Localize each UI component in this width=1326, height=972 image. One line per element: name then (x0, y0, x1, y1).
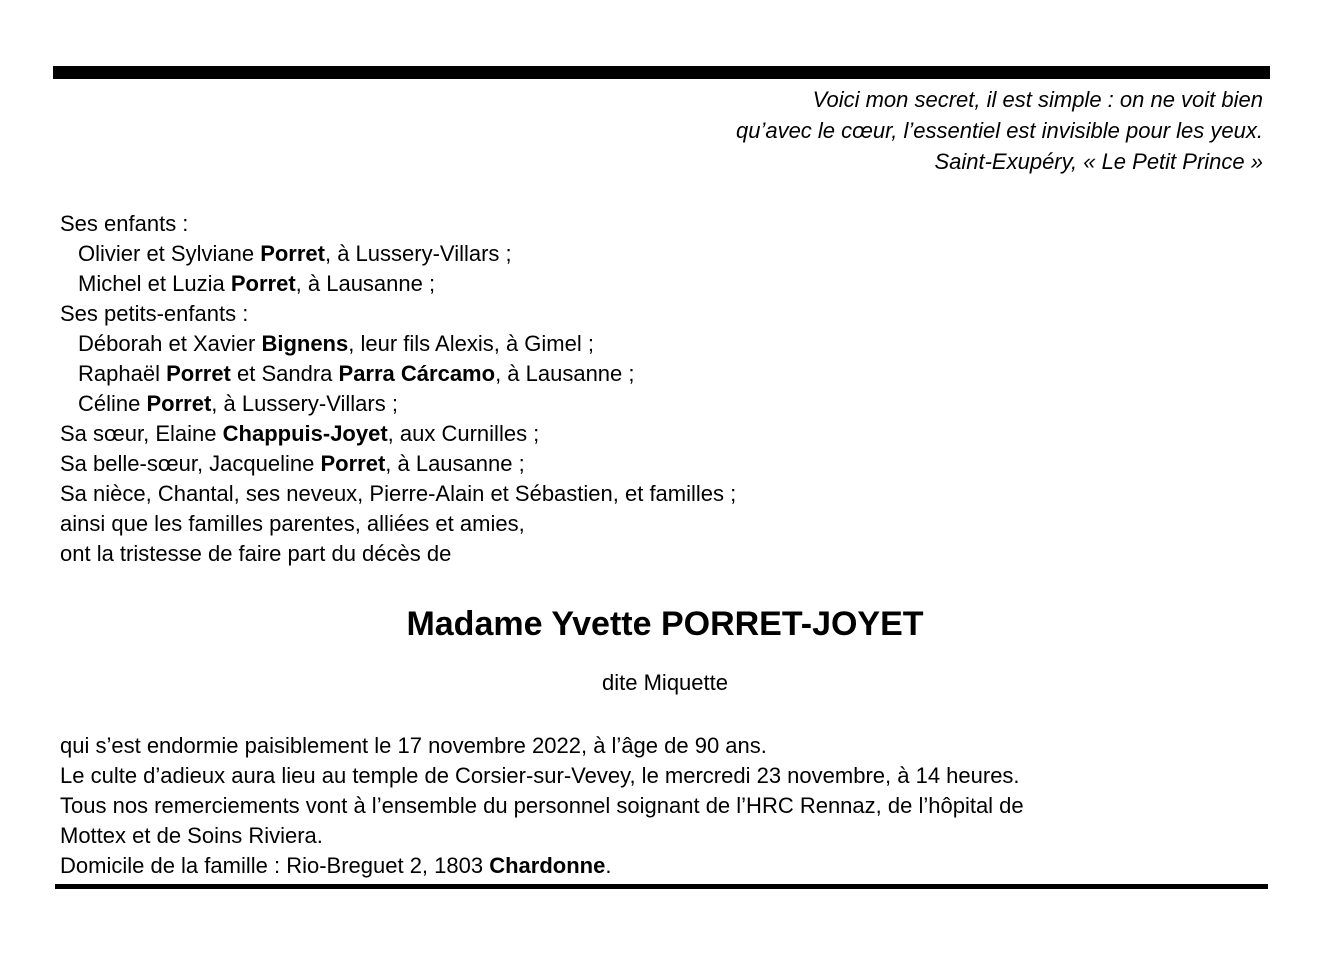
text-line (60, 299, 1286, 329)
text-segment: Sa nièce, Chantal, ses neveux, Pierre-Alain et Sébastien, et familles ; (60, 481, 737, 506)
text-line (60, 419, 1286, 449)
bottom-horizontal-rule (55, 884, 1268, 889)
text-segment: Mottex et de Soins Riviera. (60, 823, 323, 848)
text-line (200, 84, 1263, 115)
deceased-nickname: dite Miquette (602, 670, 728, 695)
family-relatives-list (60, 209, 1286, 569)
text-segment: qu’avec le cœur, l’essentiel est invisible pour les yeux. (735, 118, 1263, 143)
text-segment: Céline (78, 391, 147, 416)
text-segment: . (605, 853, 612, 878)
text-segment: Voici mon secret, il est simple : on ne voit bien (812, 87, 1263, 112)
text-line (60, 209, 1286, 239)
text-line (60, 239, 1286, 269)
text-segment: , à Lausanne ; (385, 451, 525, 476)
text-line (60, 731, 1286, 761)
text-segment: Ses enfants : (60, 211, 189, 236)
text-line (60, 509, 1286, 539)
death-and-ceremony-details (60, 731, 1286, 881)
text-line (60, 269, 1286, 299)
text-segment: , à Lausanne ; (295, 271, 436, 296)
text-segment: , leur fils Alexis, à Gimel ; (348, 331, 594, 356)
text-segment: Ses petits-enfants : (60, 301, 249, 326)
emphasized-name: Chardonne (489, 853, 606, 878)
text-segment: , aux Curnilles ; (387, 421, 540, 446)
text-line (60, 389, 1286, 419)
emphasized-name: Chappuis-Joyet (222, 421, 388, 446)
text-segment: Déborah et Xavier (78, 331, 262, 356)
text-line (200, 115, 1263, 146)
top-horizontal-rule (53, 66, 1270, 79)
emphasized-name: Bignens (261, 331, 349, 356)
text-segment: qui s’est endormie paisiblement le 17 novembre 2022, à l’âge de 90 ans. (60, 733, 767, 758)
emphasized-name: Porret (260, 241, 325, 266)
text-segment: Saint-Exupéry, « Le Petit Prince » (934, 149, 1263, 174)
emphasized-name: Porret (146, 391, 212, 416)
text-line (60, 821, 1286, 851)
deceased-name-title: Madame Yvette PORRET-JOYET (406, 605, 924, 643)
text-line (60, 851, 1286, 881)
text-segment: Michel et Luzia (78, 271, 231, 296)
emphasized-name: Porret (230, 271, 296, 296)
text-segment: ainsi que les familles parentes, alliées et amies, (60, 511, 525, 536)
text-segment: ont la tristesse de faire part du décès de (60, 541, 452, 566)
text-segment: Sa belle-sœur, Jacqueline (60, 451, 321, 476)
text-segment: Sa sœur, Elaine (60, 421, 223, 446)
text-segment: , à Lussery-Villars ; (324, 241, 512, 266)
text-segment: Domicile de la famille : Rio-Breguet 2, 1803 (60, 853, 490, 878)
text-segment: Le culte d’adieux aura lieu au temple de Corsier-sur-Vevey, le mercredi 23 novembre, à 14 heures. (60, 763, 1020, 788)
emphasized-name: Porret (166, 361, 231, 386)
emphasized-name: Porret (320, 451, 386, 476)
text-line (60, 539, 1286, 569)
text-line (60, 761, 1286, 791)
epigraph-quote (200, 84, 1263, 177)
text-line (60, 449, 1286, 479)
text-segment: Olivier et Sylviane (78, 241, 261, 266)
text-segment: Tous nos remerciements vont à l’ensemble du personnel soignant de l’HRC Rennaz, de l’hôpital de (60, 793, 1024, 818)
text-segment: et Sandra (230, 361, 339, 386)
text-segment: , à Lausanne ; (495, 361, 635, 386)
text-line (60, 479, 1286, 509)
emphasized-name: Parra Cárcamo (338, 361, 496, 386)
text-line (60, 791, 1286, 821)
text-line (60, 359, 1286, 389)
text-segment: Raphaël (78, 361, 167, 386)
text-segment: , à Lussery-Villars ; (211, 391, 398, 416)
text-line (60, 329, 1286, 359)
text-line (200, 146, 1263, 177)
